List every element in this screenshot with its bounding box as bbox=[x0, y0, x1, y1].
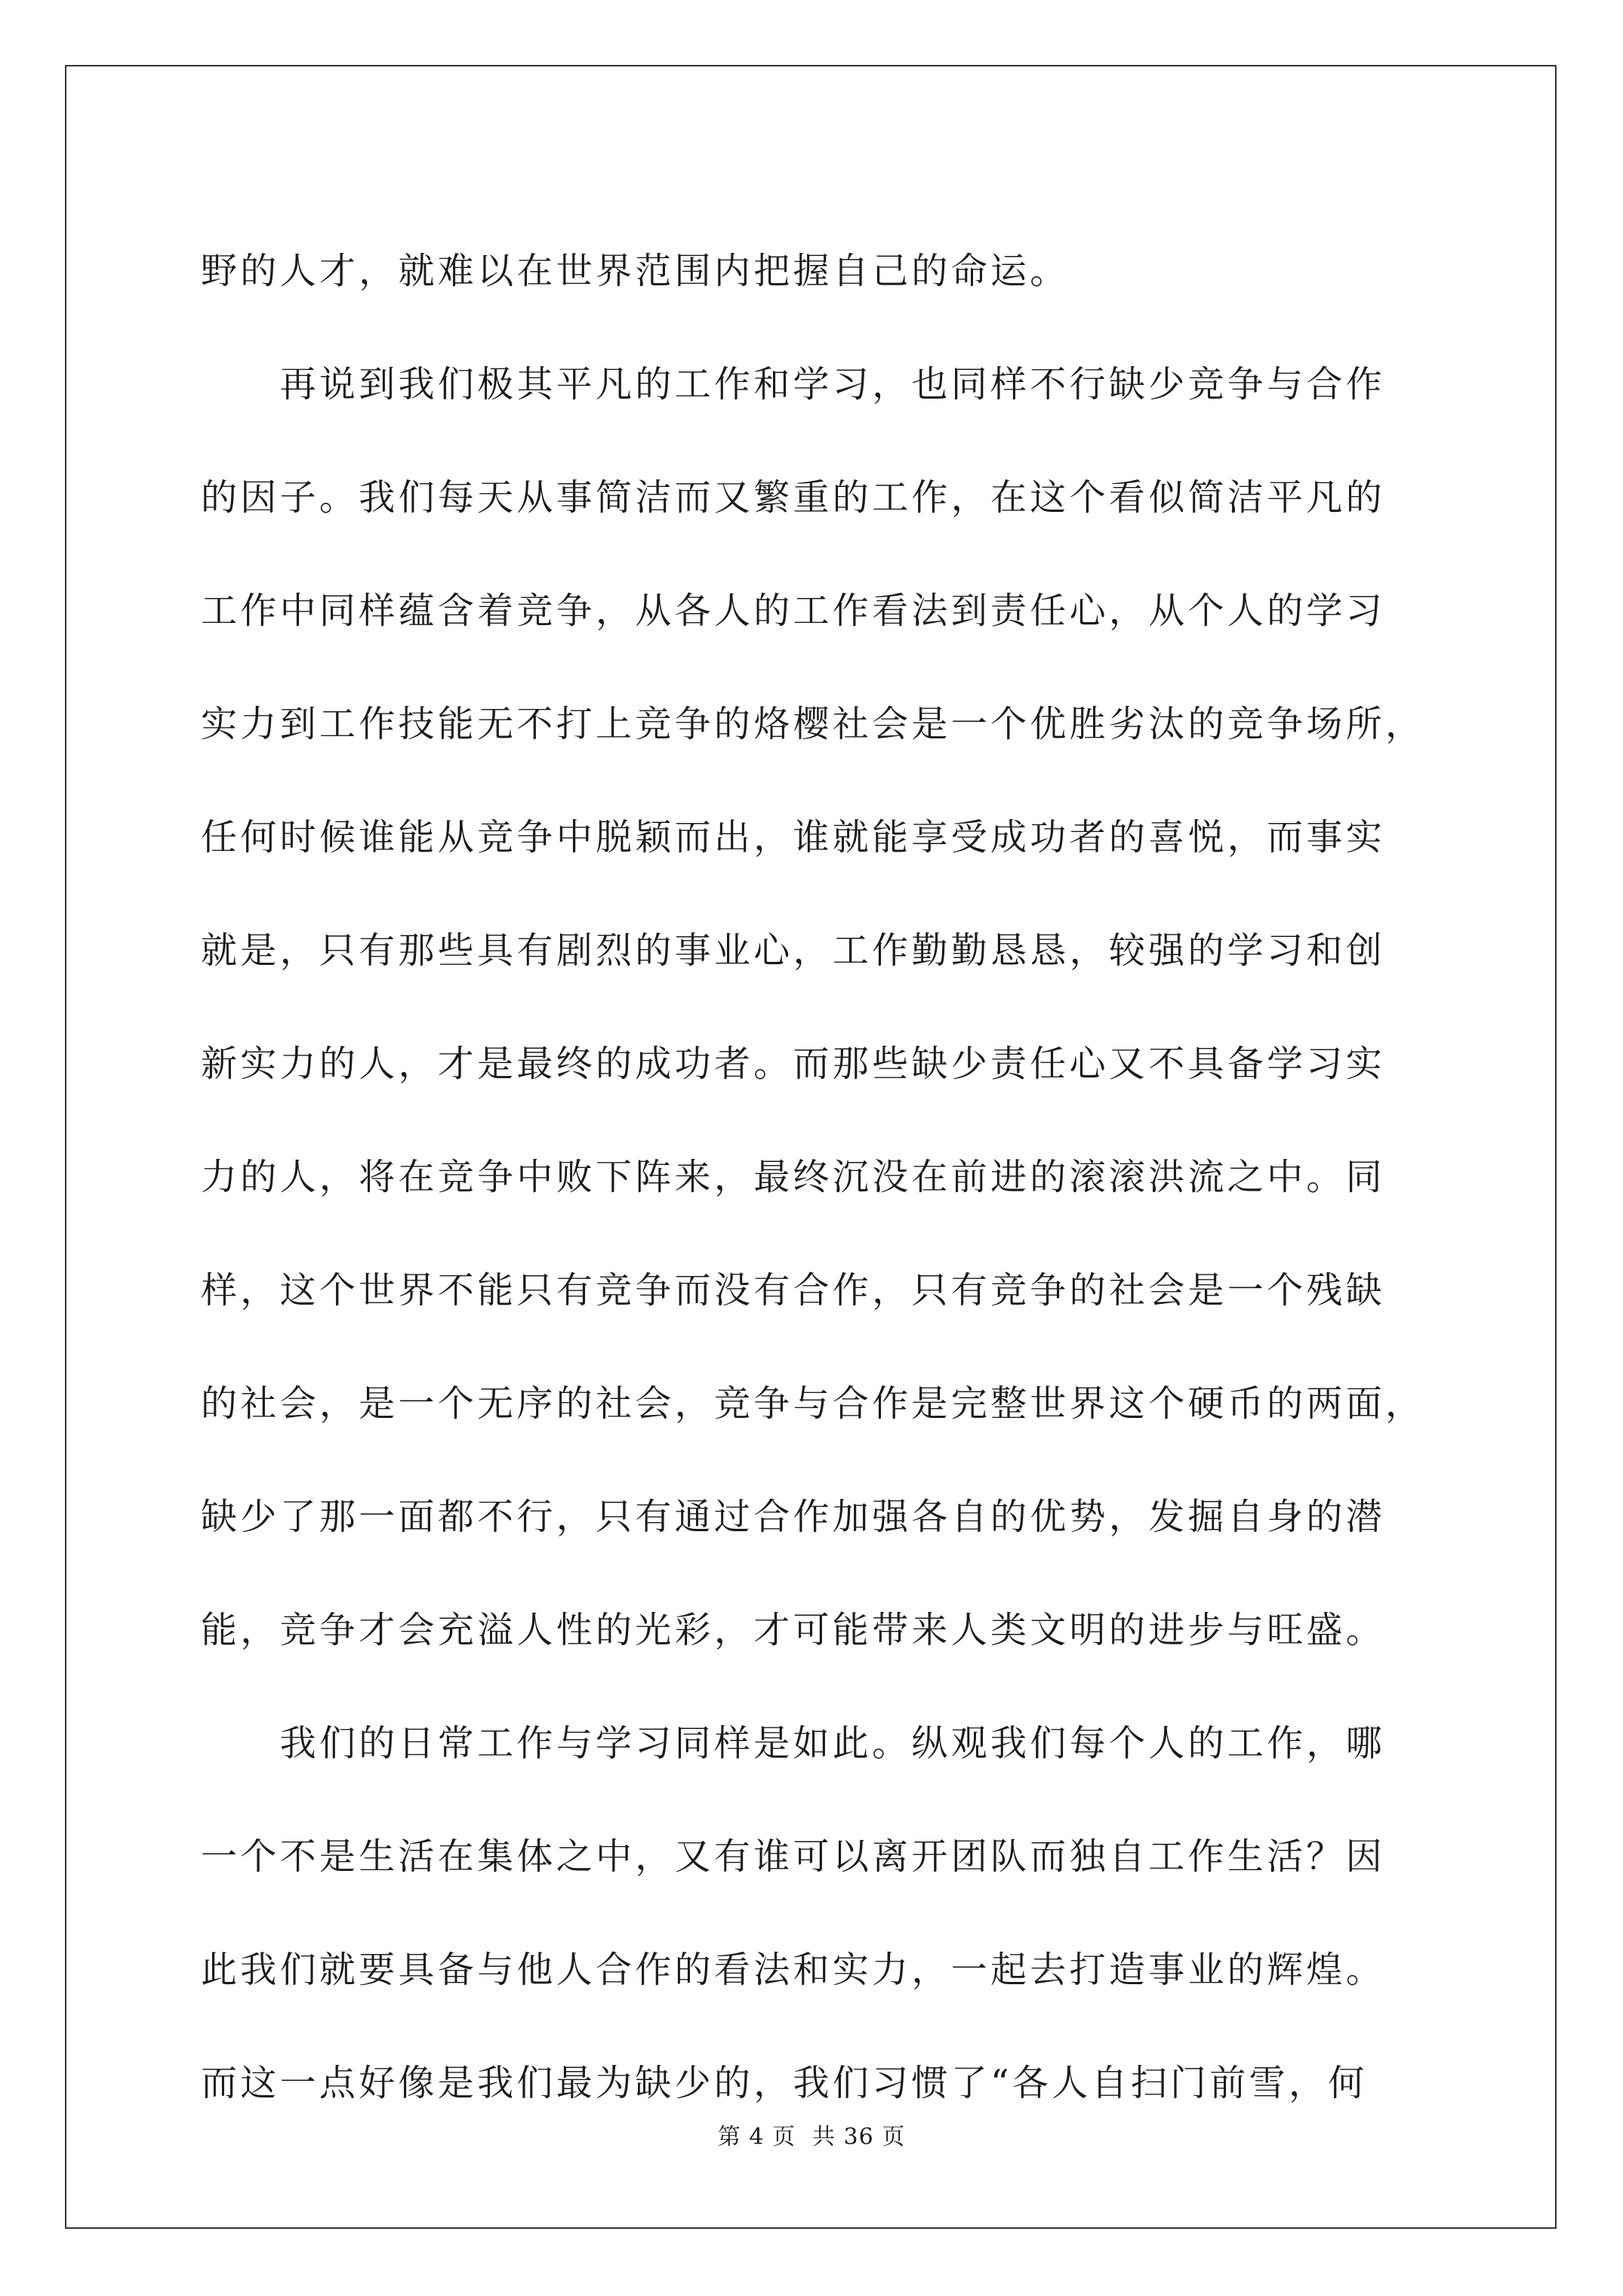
text-line: 就是，只有那些具有剧烈的事业心，工作勤勤恳恳，较强的学习和创 bbox=[201, 929, 1386, 972]
text-line: 再说到我们极其平凡的工作和学习，也同样不行缺少竞争与合作 bbox=[201, 363, 1386, 405]
total-pages-label: 共 36 页 bbox=[812, 2124, 906, 2150]
text-line: 的社会，是一个无序的社会，竞争与合作是完整世界这个硬币的两面， bbox=[201, 1382, 1425, 1425]
text-line: 力的人，将在竞争中败下阵来，最终沉没在前进的滚滚洪流之中。同 bbox=[201, 1156, 1386, 1198]
text-line: 新实力的人，才是最终的成功者。而那些缺少责任心又不具备学习实 bbox=[201, 1043, 1386, 1085]
text-line: 任何时候谁能从竞争中脱颖而出，谁就能享受成功者的喜悦，而事实 bbox=[201, 816, 1386, 858]
text-line: 此我们就要具备与他人合作的看法和实力，一起去打造事业的辉煌。 bbox=[201, 1949, 1386, 1991]
text-line: 的因子。我们每天从事简洁而又繁重的工作，在这个看似简洁平凡的 bbox=[201, 476, 1386, 519]
text-line: 一个不是生活在集体之中，又有谁可以离开团队而独自工作生活？因 bbox=[201, 1835, 1386, 1878]
page-footer bbox=[0, 2118, 1623, 2151]
text-line: 缺少了那一面都不行，只有通过合作加强各自的优势，发掘自身的潜 bbox=[201, 1496, 1386, 1538]
document-body bbox=[201, 214, 1427, 2140]
text-line: 实力到工作技能无不打上竞争的烙樱社会是一个优胜劣汰的竞争场所， bbox=[201, 703, 1425, 745]
text-line: 工作中同样蕴含着竞争，从各人的工作看法到责任心，从个人的学习 bbox=[201, 590, 1386, 632]
text-line: 样，这个世界不能只有竞争而没有合作，只有竞争的社会是一个残缺 bbox=[201, 1269, 1386, 1311]
text-line: 能，竞争才会充溢人性的光彩，才可能带来人类文明的进步与旺盛。 bbox=[201, 1609, 1386, 1651]
text-line: 我们的日常工作与学习同样是如此。纵观我们每个人的工作，哪 bbox=[201, 1722, 1386, 1764]
current-page-label: 第 4 页 bbox=[717, 2124, 796, 2150]
text-line: 而这一点好像是我们最为缺少的，我们习惯了“各人自扫门前雪，何 bbox=[201, 2062, 1368, 2104]
text-line: 野的人才，就难以在世界范围内把握自己的命运。 bbox=[201, 250, 1070, 292]
